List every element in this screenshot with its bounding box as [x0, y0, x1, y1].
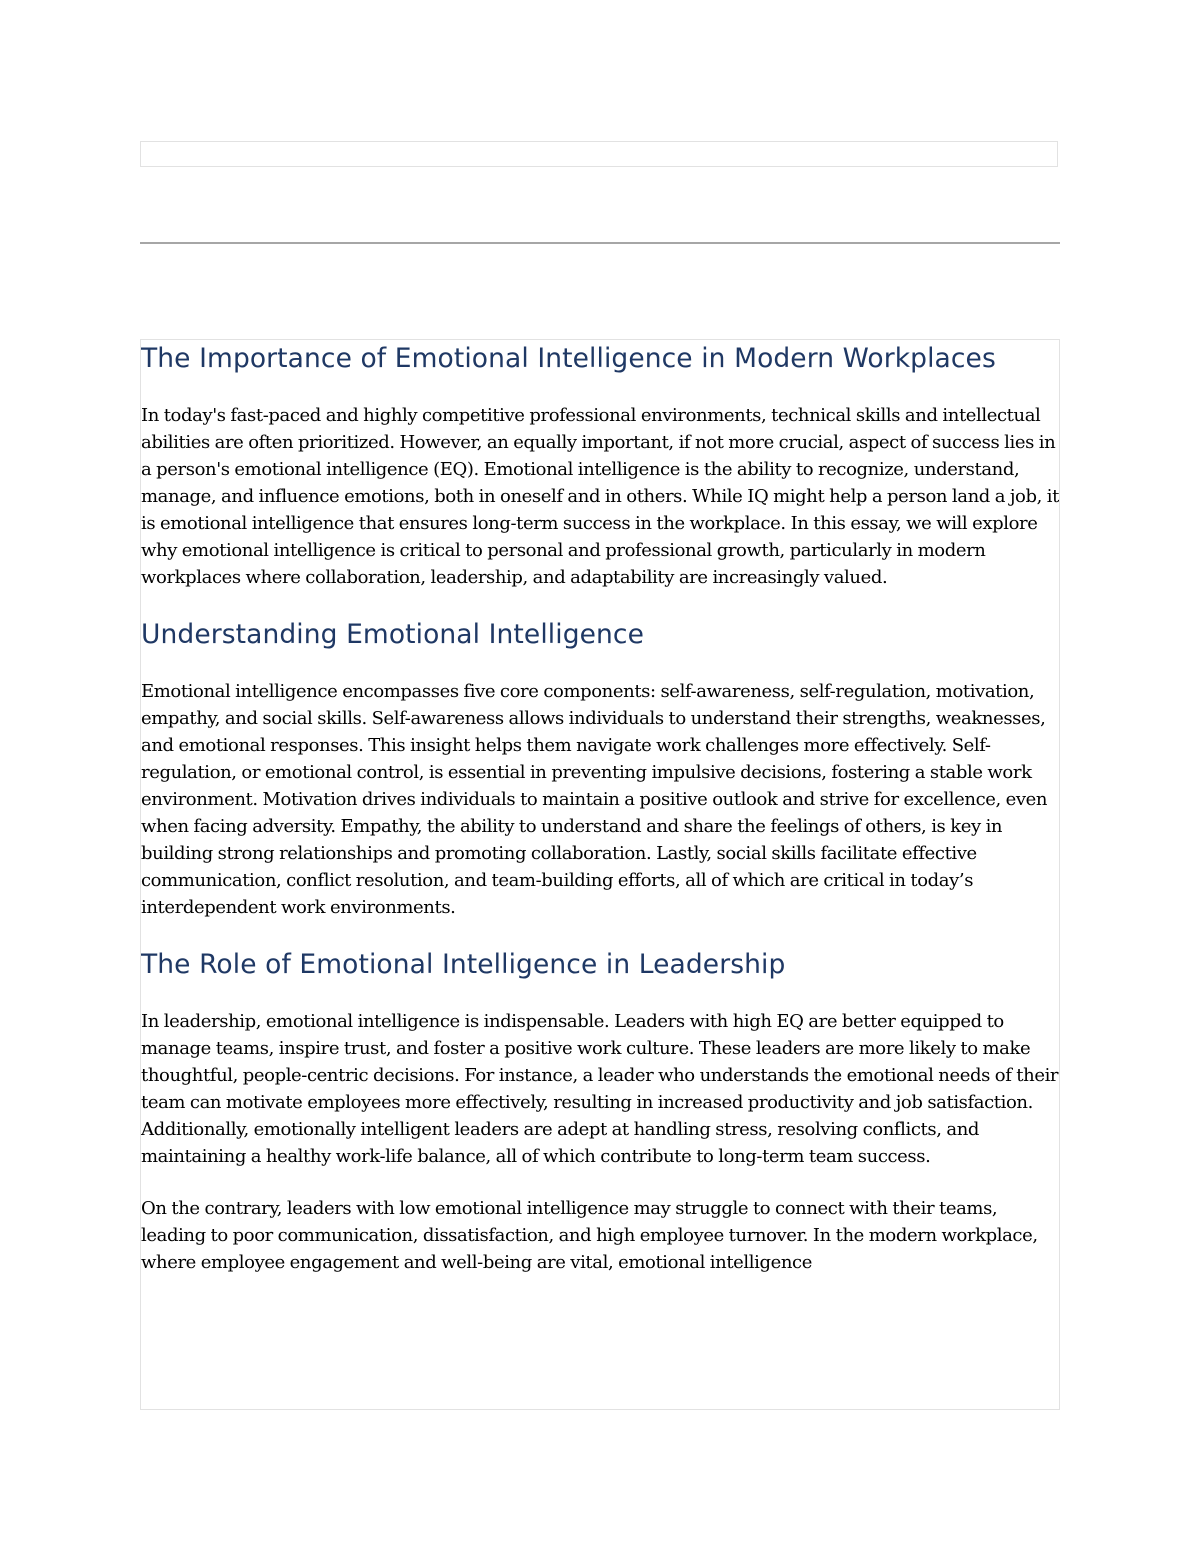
- section-heading-understanding: Understanding Emotional Intelligence: [141, 619, 645, 650]
- section-paragraph-understanding: Emotional intelligence encompasses five core components: self-awareness, self-regulation, motivation, empathy, and social skills. Self-awareness allows individuals to understand their strengths, weaknesses, and emotional responses. This insight helps them navigate work challenges more effectively. Self-regulation, or emotional control, is essential in preventing impulsive decisions, fostering a stable work environment. Motivation drives individuals to maintain a positive outlook and strive for excellence, even when facing adversity. Empathy, the ability to understand and share the feelings of others, is key in building strong relationships and promoting collaboration. Lastly, social skills facilitate effective communication, conflict resolution, and team-building efforts, all of which are critical in today’s interdependent work environments.: [141, 681, 1048, 918]
- section-heading-leadership: The Role of Emotional Intelligence in Leadership: [141, 949, 786, 980]
- document-body: [140, 339, 1060, 1410]
- header-area: [140, 141, 1058, 167]
- section-paragraph-leadership-2: On the contrary, leaders with low emotional intelligence may struggle to connect with their teams, leading to poor communication, dissatisfaction, and high employee turnover. In the modern workplace, where employee engagement and well-being are vital, emotional intelligence: [141, 1198, 1038, 1273]
- section-paragraph-leadership-1: In leadership, emotional intelligence is indispensable. Leaders with high EQ are better equipped to manage teams, inspire trust, and foster a positive work culture. These leaders are more likely to make thoughtful, people-centric decisions. For instance, a leader who understands the emotional needs of their team can motivate employees more effectively, resulting in increased productivity and job satisfaction. Additionally, emotionally intelligent leaders are adept at handling stress, resolving conflicts, and maintaining a healthy work-life balance, all of which contribute to long-term team success.: [141, 1011, 1059, 1167]
- intro-paragraph: In today's fast-paced and highly competitive professional environments, technical skills and intellectual abilities are often prioritized. However, an equally important, if not more crucial, aspect of success lies in a person's emotional intelligence (EQ). Emotional intelligence is the ability to recognize, understand, manage, and influence emotions, both in oneself and in others. While IQ might help a person land a job, it is emotional intelligence that ensures long-term success in the workplace. In this essay, we will explore why emotional intelligence is critical to personal and professional growth, particularly in modern workplaces where collaboration, leadership, and adaptability are increasingly valued.: [141, 405, 1059, 588]
- header-divider: [140, 242, 1060, 244]
- document-title: The Importance of Emotional Intelligence in Modern Workplaces: [141, 343, 996, 374]
